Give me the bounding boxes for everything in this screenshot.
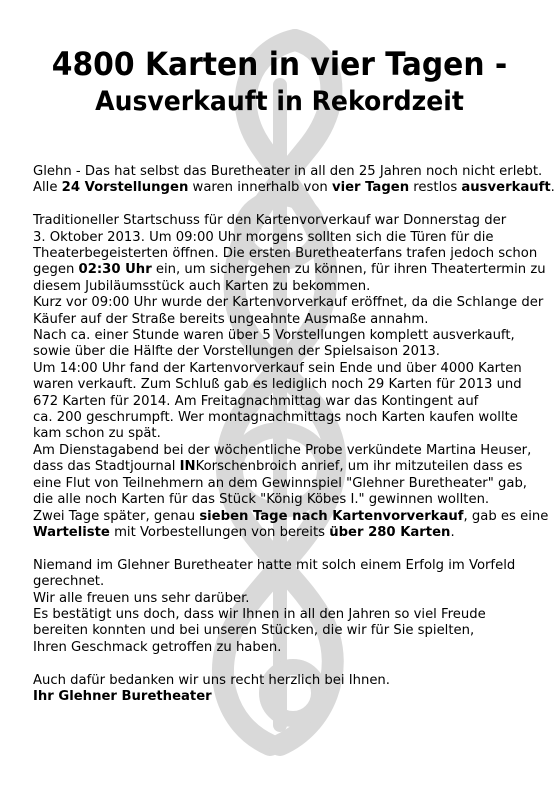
paragraph-intro [33, 164, 555, 197]
bold-text: vier Tagen [331, 180, 410, 196]
paragraph-thanks [33, 558, 533, 656]
text-line [33, 180, 555, 196]
text-line: eine Flut von Teilnehmern an dem Gewinnspiel "Glehner Buretheater" gab, [33, 475, 528, 491]
text-span: , gab es eine [463, 508, 549, 524]
text-line: bereiten konnten und bei unseren Stücken, die wir für Sie spielten, [33, 623, 475, 639]
paragraph-gap [33, 541, 533, 557]
paragraph-closing [33, 673, 533, 706]
text-line: waren verkauft. Zum Schluß gab es lediglich noch 29 Karten für 2013 und [33, 377, 522, 393]
bold-text: ausverkauft [461, 180, 551, 196]
text-span: Korschenbroich anrief, um ihr mitzuteilen dass es [195, 459, 523, 475]
text-span: gegen [33, 262, 79, 278]
text-span: . [550, 180, 555, 196]
text-line: Traditioneller Startschuss für den Kartenvorverkauf war Donnerstag der [33, 213, 507, 229]
text-line [33, 262, 546, 278]
text-span: mit Vorbestellungen von bereits [109, 524, 330, 540]
text-span: restlos [409, 180, 462, 196]
text-line: Theaterbegeisterten öffnen. Die ersten Buretheaterfans trafen jedoch schon [33, 246, 538, 262]
text-line [33, 164, 543, 180]
text-line: die alle noch Karten für das Stück "König Köbes I." gewinnen wollten. [33, 492, 490, 508]
bold-text: über 280 Karten [329, 524, 451, 540]
paragraph-gap [33, 197, 533, 213]
text-line: ca. 200 geschrumpft. Wer montagnachmittags noch Karten kaufen wollte [33, 410, 518, 426]
text-span: Glehn - Das hat selbst das Buretheater in all den 25 Jahren noch nicht erlebt. [33, 164, 543, 179]
signature: Ihr Glehner Buretheater [33, 688, 212, 704]
text-line: sowie über die Hälfte der Vorstellungen der Spielsaison 2013. [33, 344, 440, 360]
text-line: gerechnet. [33, 574, 105, 590]
bold-text: 02:30 Uhr [78, 262, 152, 278]
text-line: Nach ca. einer Stunde waren über 5 Vorstellungen komplett ausverkauft, [33, 328, 515, 344]
article-body [33, 164, 555, 705]
paragraph-gap [33, 656, 533, 672]
text-line: kam schon zu spät. [33, 426, 161, 442]
text-line: Kurz vor 09:00 Uhr wurde der Kartenvorverkauf eröffnet, da die Schlange der [33, 295, 544, 311]
text-span: waren innerhalb von [188, 180, 332, 196]
text-line: diesem Jubiläumsstück auch Karten zu bekommen. [33, 278, 371, 294]
text-line [33, 459, 533, 475]
text-line: Niemand im Glehner Buretheater hatte mit solch einem Erfolg im Vorfeld [33, 557, 516, 573]
text-line: Um 14:00 Uhr fand der Kartenvorverkauf sein Ende und über 4000 Karten [33, 360, 522, 376]
text-line [33, 508, 549, 525]
text-line [33, 525, 533, 541]
bold-text: 24 Vorstellungen [61, 180, 189, 196]
text-line: Es bestätigt uns doch, dass wir Ihnen in all den Jahren so viel Freude [33, 606, 486, 622]
text-span: . [450, 524, 455, 540]
text-span: Zwei Tage später, genau [33, 508, 200, 524]
text-line: Wir alle freuen uns sehr darüber. [33, 590, 250, 606]
text-line: Auch dafür bedanken wir uns recht herzlich bei Ihnen. [33, 672, 390, 688]
text-line: 672 Karten für 2014. Am Freitagnachmittag war das Kontingent auf [33, 393, 479, 409]
bold-text: IN [179, 459, 196, 475]
bold-text: Warteliste [33, 524, 110, 540]
text-line: 3. Oktober 2013. Um 09:00 Uhr morgens sollten sich die Türen für die [33, 229, 494, 245]
text-line: Käufer auf der Straße bereits ungeahnte Ausmaße annahm. [33, 311, 429, 327]
page-title: 4800 Karten in vier Tagen - [51, 45, 508, 83]
page-subtitle: Ausverkauft in Rekordzeit [95, 86, 464, 117]
text-span: dass das Stadtjournal [33, 459, 180, 475]
paragraph-sale [33, 213, 549, 541]
text-span: Alle [33, 180, 62, 196]
text-span: ein, um sichergehen zu können, für ihren Theatertermin zu [151, 262, 546, 278]
text-line: Ihren Geschmack getroffen zu haben. [33, 639, 282, 655]
text-line: Am Dienstagabend bei der wöchentliche Probe verkündete Martina Heuser, [33, 442, 532, 458]
bold-text: sieben Tage nach Kartenvorverkauf [199, 508, 464, 524]
